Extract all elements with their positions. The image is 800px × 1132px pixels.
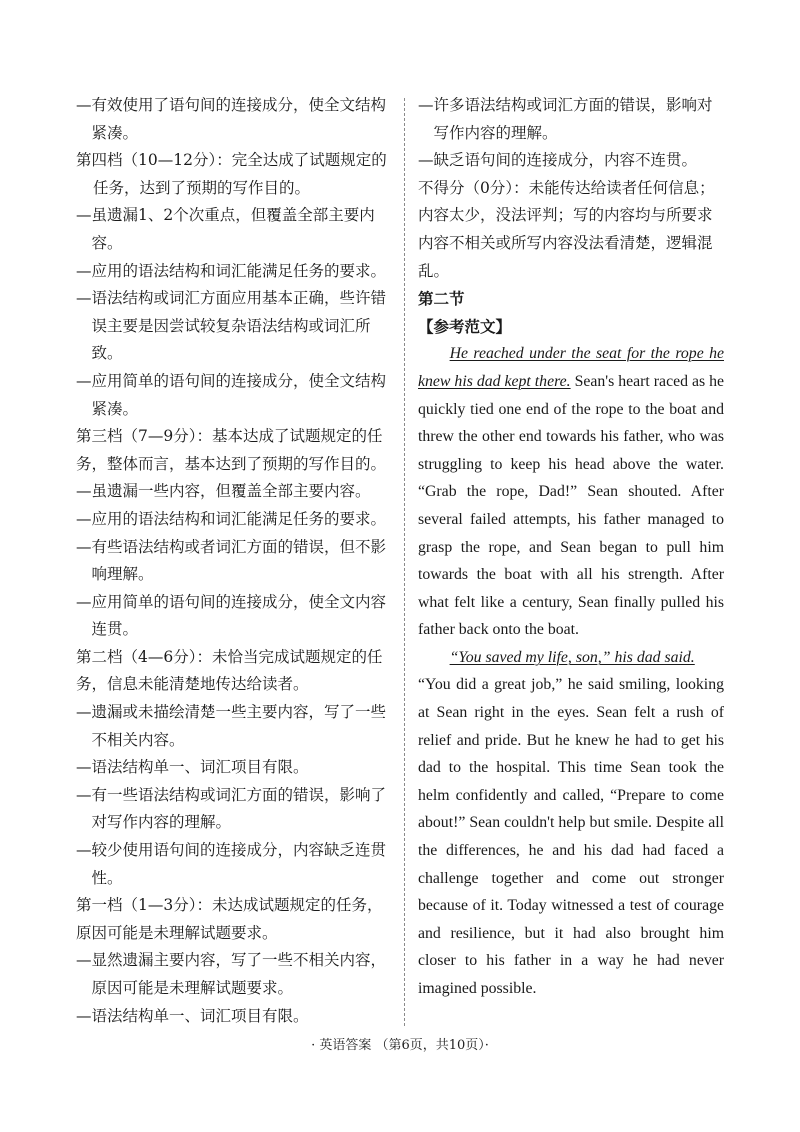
essay-paragraph-2-body: “You did a great job,” he said smiling, looking at Sean right in the eyes. Sean felt a rush of relief and pride. But he knew he had to get his dad to the hospital. This time Sean took the helm confidently and called, “Prepare to come about!” Sean couldn't help but smile. Despite all the differences, he and his dad had faced a challenge together and come out stronger because of it. Today witnessed a test of courage and resilience, but it had also brought him closer to his father in a way he had never imagined possible. xyxy=(418,676,724,997)
paragraph-2-lead: “You saved my life, son,” his dad said. xyxy=(449,648,695,666)
section-title: 第二节 xyxy=(418,289,465,309)
criteria-line: —有效使用了语句间的连接成分，使全文结构紧凑。 xyxy=(76,96,387,142)
right-column xyxy=(418,92,724,1003)
grade-heading: 第一档（1—3分）：未达成试题规定的任务，原因可能是未理解试题要求。 xyxy=(76,896,383,942)
criteria-line: —许多语法结构或词汇方面的错误，影响对写作内容的理解。 xyxy=(418,96,713,142)
criteria-line: —应用简单的语句间的连接成分，使全文结构紧凑。 xyxy=(76,371,387,418)
paragraph-1-lead: He reached under the seat for the rope he knew his dad kept there. xyxy=(418,345,724,390)
criteria-line: —缺乏语句间的连接成分，内容不连贯。 xyxy=(418,151,698,170)
criteria-line: —语法结构或词汇方面应用基本正确，些许错误主要是因尝试较复杂语法结构或词汇所致。 xyxy=(76,289,387,363)
criteria-line: —应用的语法结构和词汇能满足任务的要求。 xyxy=(76,509,387,528)
criteria-line: —显然遗漏主要内容，写了一些不相关内容，原因可能是未理解试题要求。 xyxy=(76,951,387,997)
grade-heading: 不得分（0分）：未能传达给读者任何信息；内容太少，没法评判；写的内容均与所要求内容不相关或所写内容没法看清楚，逻辑混乱。 xyxy=(418,178,715,280)
criteria-line: —较少使用语句间的连接成分，内容缺乏连贯性。 xyxy=(76,841,387,887)
essay-paragraph-1 xyxy=(418,340,724,644)
criteria-line: —遗漏或未描绘清楚一些主要内容，写了一些不相关内容。 xyxy=(76,703,387,749)
grade-heading: 第二档（4—6分）：未恰当完成试题规定的任务，信息未能清楚地传达给读者。 xyxy=(76,647,383,694)
criteria-line: —有一些语法结构或词汇方面的错误，影响了对写作内容的理解。 xyxy=(76,785,387,832)
criteria-line: —语法结构单一、词汇项目有限。 xyxy=(76,758,309,777)
criteria-line: —有些语法结构或者词汇方面的错误，但不影响理解。 xyxy=(76,537,387,584)
left-column xyxy=(76,92,396,1030)
essay-paragraph-2-lead xyxy=(418,644,724,672)
criteria-line: —应用简单的语句间的连接成分，使全文内容连贯。 xyxy=(76,592,387,639)
grade-heading: 第三档（7—9分）：基本达成了试题规定的任务，整体而言，基本达到了预期的写作目的。 xyxy=(76,427,387,473)
criteria-line: —虽遗漏1、2个次重点，但覆盖全部主要内容。 xyxy=(76,206,375,252)
criteria-line: —应用的语法结构和词汇能满足任务的要求。 xyxy=(76,261,387,280)
model-essay-label: 【参考范文】 xyxy=(418,316,512,336)
criteria-line: —虽遗漏一些内容，但覆盖全部主要内容。 xyxy=(76,482,371,501)
page-footer: · 英语答案 （第6页，共10页）· xyxy=(311,1038,489,1053)
paragraph-1-body: Sean's heart raced as he quickly tied one end of the rope to the boat and threw the other end towards his father, who was struggling to keep his head above the water. “Grab the rope, Dad!” Sean shouted. After several failed attempts, his father managed to grasp the rope, and Sean began to pull him towards the boat with all his strength. After what felt like a century, Sean finally pulled his father back onto the boat. xyxy=(418,372,725,639)
criteria-line: —语法结构单一、词汇项目有限。 xyxy=(76,1006,309,1025)
grade-heading: 第四档（10—12分）：完全达成了试题规定的任务，达到了预期的写作目的。 xyxy=(76,151,387,197)
column-divider xyxy=(404,98,405,1026)
